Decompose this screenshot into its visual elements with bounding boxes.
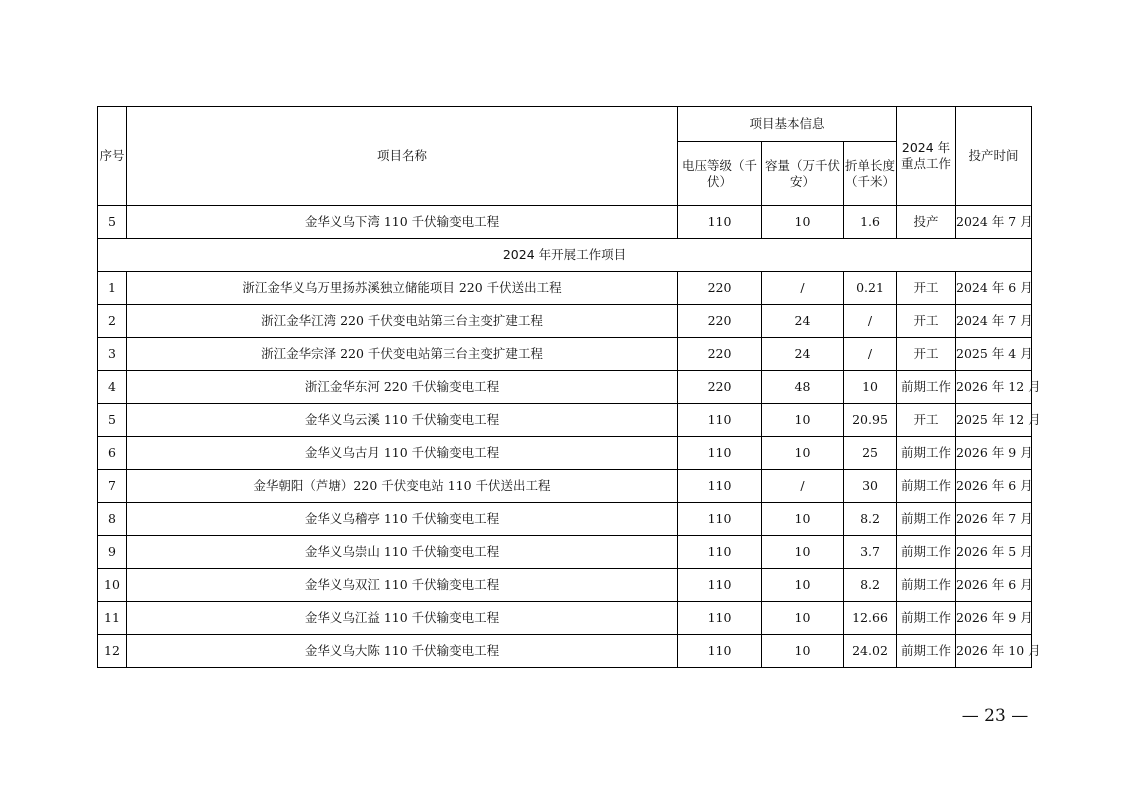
header-capacity: 容量（万千伏安）	[762, 142, 844, 206]
cell-seq: 4	[98, 371, 127, 404]
cell-voltage: 110	[678, 437, 762, 470]
cell-length: 3.7	[844, 536, 897, 569]
cell-time: 2026 年 10 月	[956, 635, 1032, 668]
table-row	[98, 338, 1032, 371]
cell-voltage: 110	[678, 503, 762, 536]
cell-name: 金华义乌大陈 110 千伏输变电工程	[127, 635, 678, 668]
cell-voltage: 110	[678, 206, 762, 239]
cell-time: 2025 年 12 月	[956, 404, 1032, 437]
table-row	[98, 602, 1032, 635]
cell-name: 金华义乌下湾 110 千伏输变电工程	[127, 206, 678, 239]
cell-work: 前期工作	[897, 569, 956, 602]
cell-seq: 12	[98, 635, 127, 668]
cell-time: 2026 年 12 月	[956, 371, 1032, 404]
cell-seq: 9	[98, 536, 127, 569]
cell-name: 浙江金华江湾 220 千伏变电站第三台主变扩建工程	[127, 305, 678, 338]
cell-voltage: 110	[678, 536, 762, 569]
cell-length: 24.02	[844, 635, 897, 668]
cell-work: 开工	[897, 272, 956, 305]
cell-seq: 10	[98, 569, 127, 602]
cell-work: 前期工作	[897, 635, 956, 668]
table-row	[98, 503, 1032, 536]
table-row	[98, 437, 1032, 470]
cell-seq: 6	[98, 437, 127, 470]
table-row	[98, 536, 1032, 569]
section-row	[98, 239, 1032, 272]
header-length: 折单长度（千米）	[844, 142, 897, 206]
cell-capacity: 10	[762, 206, 844, 239]
cell-time: 2024 年 6 月	[956, 272, 1032, 305]
cell-capacity: 10	[762, 404, 844, 437]
header-key-work: 2024 年重点工作	[897, 107, 956, 206]
cell-time: 2026 年 7 月	[956, 503, 1032, 536]
table-row	[98, 305, 1032, 338]
table-row	[98, 569, 1032, 602]
cell-capacity: 10	[762, 437, 844, 470]
cell-time: 2026 年 5 月	[956, 536, 1032, 569]
cell-seq: 5	[98, 404, 127, 437]
header-basic-info: 项目基本信息	[678, 107, 897, 142]
project-rows	[98, 272, 1041, 668]
table-row	[98, 635, 1032, 668]
cell-name: 浙江金华宗泽 220 千伏变电站第三台主变扩建工程	[127, 338, 678, 371]
cell-capacity: 10	[762, 635, 844, 668]
cell-time: 2024 年 7 月	[956, 206, 1032, 239]
cell-time: 2026 年 6 月	[956, 470, 1032, 503]
header-seq: 序号	[98, 107, 127, 206]
cell-length: 30	[844, 470, 897, 503]
cell-voltage: 220	[678, 338, 762, 371]
cell-length: 8.2	[844, 569, 897, 602]
cell-name: 浙江金华东河 220 千伏输变电工程	[127, 371, 678, 404]
cell-length: 25	[844, 437, 897, 470]
cell-capacity: 10	[762, 503, 844, 536]
cell-voltage: 110	[678, 470, 762, 503]
cell-length: /	[844, 305, 897, 338]
cell-time: 2024 年 7 月	[956, 305, 1032, 338]
cell-name: 金华义乌云溪 110 千伏输变电工程	[127, 404, 678, 437]
header-name: 项目名称	[127, 107, 678, 206]
cell-time: 2026 年 6 月	[956, 569, 1032, 602]
cell-name: 金华义乌古月 110 千伏输变电工程	[127, 437, 678, 470]
cell-work: 开工	[897, 338, 956, 371]
cell-work: 前期工作	[897, 602, 956, 635]
cell-work: 前期工作	[897, 503, 956, 536]
cell-capacity: 24	[762, 305, 844, 338]
cell-seq: 7	[98, 470, 127, 503]
cell-name: 金华义乌双江 110 千伏输变电工程	[127, 569, 678, 602]
table-row	[98, 272, 1032, 305]
cell-seq: 3	[98, 338, 127, 371]
cell-name: 金华朝阳（芦塘）220 千伏变电站 110 千伏送出工程	[127, 470, 678, 503]
cell-capacity: 24	[762, 338, 844, 371]
cell-length: 1.6	[844, 206, 897, 239]
cell-seq: 8	[98, 503, 127, 536]
cell-name: 金华义乌崇山 110 千伏输变电工程	[127, 536, 678, 569]
cell-length: 20.95	[844, 404, 897, 437]
cell-length: 10	[844, 371, 897, 404]
cell-time: 2025 年 4 月	[956, 338, 1032, 371]
cell-voltage: 110	[678, 404, 762, 437]
table-row	[98, 404, 1032, 437]
cell-name: 金华义乌稽亭 110 千伏输变电工程	[127, 503, 678, 536]
cell-capacity: 10	[762, 536, 844, 569]
page-number: — 23 —	[961, 706, 1029, 726]
table-row	[98, 371, 1032, 404]
cell-work: 开工	[897, 305, 956, 338]
cell-length: 8.2	[844, 503, 897, 536]
cell-capacity: /	[762, 272, 844, 305]
cell-voltage: 110	[678, 635, 762, 668]
cell-work: 开工	[897, 404, 956, 437]
cell-time: 2026 年 9 月	[956, 437, 1032, 470]
cell-work: 前期工作	[897, 536, 956, 569]
project-table	[97, 106, 1041, 668]
header-commission-time: 投产时间	[956, 107, 1032, 206]
table-row	[98, 470, 1032, 503]
cell-voltage: 220	[678, 272, 762, 305]
cell-work: 前期工作	[897, 470, 956, 503]
cell-capacity: 48	[762, 371, 844, 404]
cell-voltage: 220	[678, 371, 762, 404]
cell-seq: 11	[98, 602, 127, 635]
cell-capacity: /	[762, 470, 844, 503]
cell-length: /	[844, 338, 897, 371]
cell-name: 金华义乌江益 110 千伏输变电工程	[127, 602, 678, 635]
cell-length: 0.21	[844, 272, 897, 305]
cell-length: 12.66	[844, 602, 897, 635]
cell-voltage: 220	[678, 305, 762, 338]
cell-voltage: 110	[678, 602, 762, 635]
header-voltage: 电压等级（千伏）	[678, 142, 762, 206]
cell-name: 浙江金华义乌万里扬苏溪独立储能项目 220 千伏送出工程	[127, 272, 678, 305]
cell-seq: 1	[98, 272, 127, 305]
table-row	[98, 206, 1032, 239]
cell-voltage: 110	[678, 569, 762, 602]
cell-capacity: 10	[762, 569, 844, 602]
cell-seq: 5	[98, 206, 127, 239]
cell-capacity: 10	[762, 602, 844, 635]
cell-work: 前期工作	[897, 437, 956, 470]
cell-time: 2026 年 9 月	[956, 602, 1032, 635]
cell-work: 投产	[897, 206, 956, 239]
section-title: 2024 年开展工作项目	[98, 239, 1032, 272]
cell-work: 前期工作	[897, 371, 956, 404]
cell-seq: 2	[98, 305, 127, 338]
